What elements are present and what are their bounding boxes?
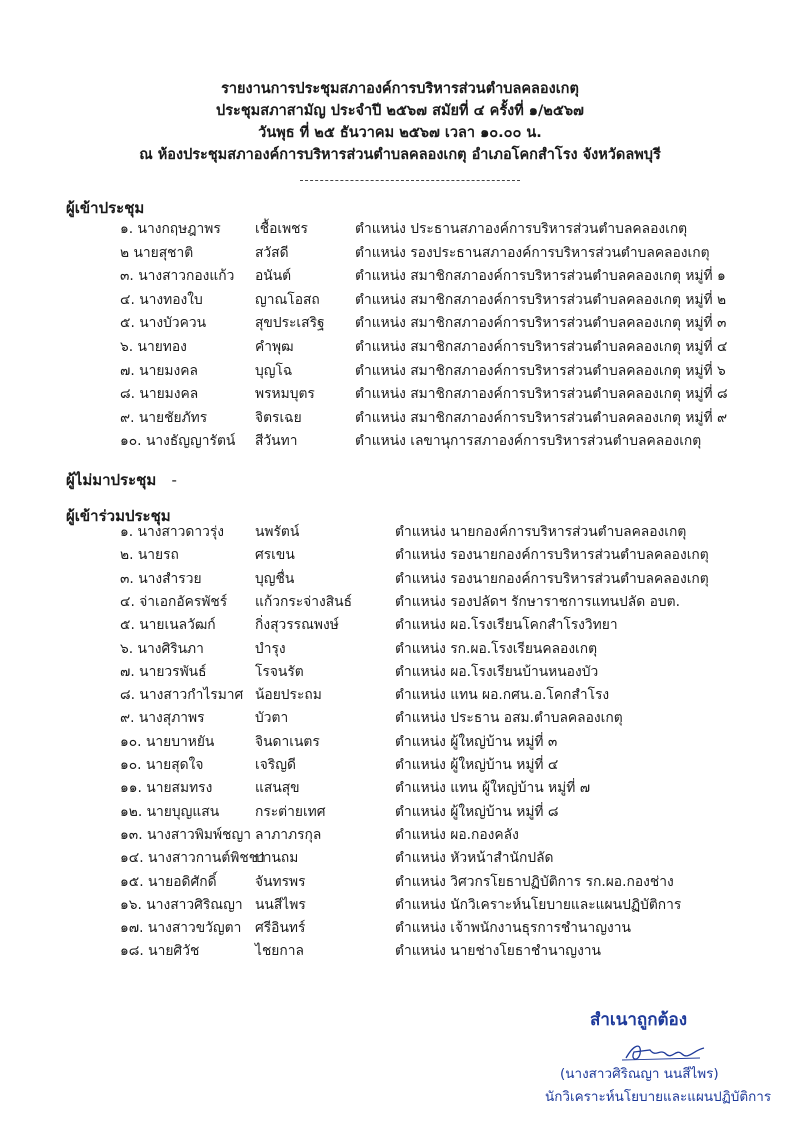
- person-surname: กิ่งสุวรรณพงษ์: [255, 617, 339, 634]
- person-position: ตำแหน่ง ผอ.โรงเรียนบ้านหนองบัว: [395, 663, 599, 680]
- person-position: ตำแหน่ง นายช่างโยธาชำนาญงาน: [395, 943, 601, 960]
- person-surname: ปานถม: [255, 850, 299, 867]
- signer-position: นักวิเคราะห์นโยบายและแผนปฏิบัติการ: [545, 1089, 772, 1105]
- participant-row: [0, 544, 800, 566]
- attendees-heading: ผู้เข้าประชุม: [66, 199, 145, 217]
- person-surname: ลาภาภรกุล: [255, 826, 322, 843]
- person-name: ๓. นางสำรวย: [120, 570, 202, 587]
- person-position: ตำแหน่ง ประธานสภาองค์การบริหารส่วนตำบลคลองเกตุ: [355, 221, 688, 237]
- person-name: ๕. นางบัวควน: [120, 315, 207, 332]
- absent-heading: ผู้ไม่มาประชุม: [66, 471, 157, 489]
- attendee-row: [0, 336, 800, 358]
- person-surname: อนันต์: [255, 268, 292, 285]
- person-surname: ไชยกาล: [255, 943, 304, 960]
- person-name: ๖. นางศิรินภา: [120, 640, 204, 657]
- person-surname: ญาณโอสถ: [255, 291, 320, 308]
- person-surname: จันทรพร: [255, 873, 306, 890]
- person-surname: บุญโฉ: [255, 362, 293, 379]
- person-position: ตำแหน่ง สมาชิกสภาองค์การบริหารส่วนตำบลคลองเกตุ หมู่ที่ ๑: [355, 268, 726, 285]
- person-name: ๔. นางทองใบ: [120, 291, 203, 308]
- person-position: ตำแหน่ง นักวิเคราะห์นโยบายและแผนปฏิบัติการ: [395, 896, 682, 913]
- attendee-row: [0, 265, 800, 287]
- person-name: ๑๕. นายอดิศักดิ์: [120, 873, 217, 890]
- person-position: ตำแหน่ง แทน ผอ.กศน.อ.โคกสำโรง: [395, 687, 610, 704]
- person-name: ๕. นายเนลวัฒก์: [120, 617, 216, 634]
- person-position: ตำแหน่ง หัวหน้าสำนักปลัด: [395, 850, 554, 867]
- person-position: ตำแหน่ง ผู้ใหญ่บ้าน หมู่ที่ ๘: [395, 803, 559, 820]
- person-position: ตำแหน่ง สมาชิกสภาองค์การบริหารส่วนตำบลคลองเกตุ หมู่ที่ ๔: [355, 339, 728, 355]
- person-surname: นพรัตน์: [255, 524, 300, 540]
- person-position: ตำแหน่ง สมาชิกสภาองค์การบริหารส่วนตำบลคลองเกตุ หมู่ที่ ๓: [355, 315, 727, 332]
- person-position: ตำแหน่ง ผู้ใหญ่บ้าน หมู่ที่ ๓: [395, 733, 558, 750]
- person-name: ๘. นางสาวกำไรมาศ: [120, 687, 244, 704]
- person-surname: สวัสดี: [255, 244, 289, 261]
- participant-row: [0, 731, 800, 753]
- attendee-row: [0, 312, 800, 334]
- person-name: ๒ นายสุชาติ: [120, 244, 194, 261]
- person-surname: แสนสุข: [255, 780, 300, 797]
- person-name: ๔. จ่าเอกอัครพัชร์: [120, 593, 228, 610]
- person-name: ๑. นางสาวดาวรุ่ง: [120, 524, 224, 540]
- person-name: ๑๐. นายบาหยัน: [120, 733, 215, 750]
- person-surname: คำพุฒ: [255, 339, 294, 355]
- person-name: ๑๒. นายบุญแสน: [120, 803, 220, 820]
- person-position: ตำแหน่ง สมาชิกสภาองค์การบริหารส่วนตำบลคลองเกตุ หมู่ที่ ๖: [355, 362, 726, 379]
- person-name: ๑. นางกฤษฎาพร: [120, 221, 221, 237]
- person-name: ๙. นางสุภาพร: [120, 710, 205, 727]
- participant-row: [0, 707, 800, 729]
- person-surname: กระต่ายเทศ: [255, 803, 326, 820]
- attendee-row: [0, 360, 800, 382]
- person-surname: ศรเขน: [255, 547, 295, 564]
- person-name: ๙. นายชัยภัทร: [120, 409, 208, 426]
- person-surname: บุญชื่น: [255, 570, 295, 587]
- participants-heading: ผู้เข้าร่วมประชุม: [66, 507, 171, 525]
- person-name: ๑๐. นายสุดใจ: [120, 757, 204, 773]
- person-name: ๑๑. นายสมทรง: [120, 780, 213, 797]
- participant-row: [0, 801, 800, 823]
- person-position: ตำแหน่ง สมาชิกสภาองค์การบริหารส่วนตำบลคลองเกตุ หมู่ที่ ๘: [355, 386, 728, 403]
- person-position: ตำแหน่ง รองประธานสภาองค์การบริหารส่วนตำบลคลองเกตุ: [355, 244, 710, 261]
- person-position: ตำแหน่ง รองปลัดฯ รักษาราชการแทนปลัด อบต.: [395, 593, 680, 610]
- person-surname: โรจนรัต: [255, 663, 304, 680]
- person-name: ๘. นายมงคล: [120, 386, 199, 403]
- person-name: ๑๘. นายศิวัช: [120, 943, 200, 960]
- person-position: ตำแหน่ง แทน ผู้ใหญ่บ้าน หมู่ที่ ๗: [395, 780, 591, 797]
- person-position: ตำแหน่ง สมาชิกสภาองค์การบริหารส่วนตำบลคลองเกตุ หมู่ที่ ๒: [355, 291, 727, 308]
- person-surname: พรหมบุตร: [255, 386, 315, 403]
- person-surname: สีวันทา: [255, 433, 298, 450]
- person-position: ตำแหน่ง ผอ.กองคลัง: [395, 826, 519, 843]
- date-line: วันพุธ ที่ ๒๕ ธันวาคม ๒๕๖๗ เวลา ๑๐.๐๐ น.: [258, 125, 542, 141]
- person-position: ตำแหน่ง ผอ.โรงเรียนโคกสำโรงวิทยา: [395, 617, 618, 634]
- attendee-row: [0, 242, 800, 264]
- participant-row: [0, 521, 800, 543]
- person-name: ๑๔. นางสาวกานต์พิชชา: [120, 850, 266, 867]
- attendee-row: [0, 289, 800, 311]
- person-position: ตำแหน่ง สมาชิกสภาองค์การบริหารส่วนตำบลคลองเกตุ หมู่ที่ ๙: [355, 409, 728, 426]
- absent-value: -: [171, 471, 177, 489]
- person-surname: บำรุง: [255, 640, 286, 657]
- person-position: ตำแหน่ง เจ้าพนักงานธุรการชำนาญงาน: [395, 920, 631, 937]
- participant-row: [0, 754, 800, 776]
- participant-row: [0, 661, 800, 683]
- person-surname: นนสีไพร: [255, 896, 306, 913]
- person-surname: น้อยประถม: [255, 687, 322, 704]
- person-position: ตำแหน่ง รองนายกองค์การบริหารส่วนตำบลคลองเกตุ: [395, 547, 709, 564]
- person-surname: เจริญดี: [255, 757, 296, 773]
- person-position: ตำแหน่ง วิศวกรโยธาปฏิบัติการ รก.ผอ.กองช่าง: [395, 873, 674, 890]
- participant-row: [0, 940, 800, 962]
- person-surname: ศรีอินทร์: [255, 920, 306, 937]
- attendee-row: [0, 407, 800, 429]
- person-name: ๑๖. นางสาวศิริณญา: [120, 896, 243, 913]
- participant-row: [0, 777, 800, 799]
- person-position: ตำแหน่ง ประธาน อสม.ตำบลคลองเกตุ: [395, 710, 623, 727]
- attendee-row: [0, 218, 800, 240]
- participant-row: [0, 894, 800, 916]
- person-position: ตำแหน่ง นายกองค์การบริหารส่วนตำบลคลองเกตุ: [395, 524, 687, 540]
- person-name: ๓. นางสาวกองแก้ว: [120, 268, 235, 285]
- person-name: ๖. นายทอง: [120, 339, 187, 355]
- participant-row: [0, 917, 800, 939]
- attendee-row: [0, 430, 800, 452]
- person-position: ตำแหน่ง รองนายกองค์การบริหารส่วนตำบลคลองเกตุ: [395, 570, 709, 587]
- participant-row: [0, 824, 800, 846]
- venue-line: ณ ห้องประชุมสภาองค์การบริหารส่วนตำบลคลองเกตุ อำเภอโคกสำโรง จังหวัดลพบุรี: [139, 147, 661, 163]
- person-surname: สุขประเสริฐ: [255, 315, 325, 332]
- person-name: ๑๓. นางสาวพิมพ์ชญา: [120, 826, 251, 843]
- person-position: ตำแหน่ง เลขานุการสภาองค์การบริหารส่วนตำบลคลองเกตุ: [355, 433, 702, 450]
- person-name: ๑๐. นางธัญญารัตน์: [120, 433, 236, 450]
- participant-row: [0, 614, 800, 636]
- participant-row: [0, 871, 800, 893]
- person-position: ตำแหน่ง รก.ผอ.โรงเรียนคลองเกตุ: [395, 640, 598, 657]
- participant-row: [0, 638, 800, 660]
- person-name: ๑๗. นางสาวขวัญตา: [120, 920, 242, 937]
- certified-copy-title: สำเนาถูกต้อง: [590, 1010, 688, 1030]
- participant-row: [0, 847, 800, 869]
- participant-row: [0, 591, 800, 613]
- person-surname: แก้วกระจ่างสินธ์: [255, 593, 353, 610]
- report-title: รายงานการประชุมสภาองค์การบริหารส่วนตำบลคลองเกตุ: [221, 81, 579, 97]
- person-name: ๒. นายรถ: [120, 547, 179, 564]
- header-divider: [300, 180, 520, 181]
- document-header: [0, 78, 800, 166]
- person-surname: บัวตา: [255, 710, 289, 727]
- person-name: ๗. นายมงคล: [120, 362, 198, 379]
- person-name: ๗. นายวรพันธ์: [120, 663, 207, 680]
- person-surname: เชื้อเพชร: [255, 221, 308, 237]
- attendee-row: [0, 383, 800, 405]
- participant-row: [0, 568, 800, 590]
- person-surname: จิตรเฉย: [255, 409, 302, 426]
- signer-name: (นางสาวศิริณญา นนสีไพร): [560, 1066, 719, 1082]
- session-line: ประชุมสภาสามัญ ประจำปี ๒๕๖๗ สมัยที่ ๔ ครั้งที่ ๑/๒๕๖๗: [216, 103, 584, 119]
- absent-section: [66, 468, 177, 492]
- participant-row: [0, 684, 800, 706]
- person-position: ตำแหน่ง ผู้ใหญ่บ้าน หมู่ที่ ๔: [395, 757, 559, 773]
- person-surname: จินดาเนตร: [255, 733, 320, 750]
